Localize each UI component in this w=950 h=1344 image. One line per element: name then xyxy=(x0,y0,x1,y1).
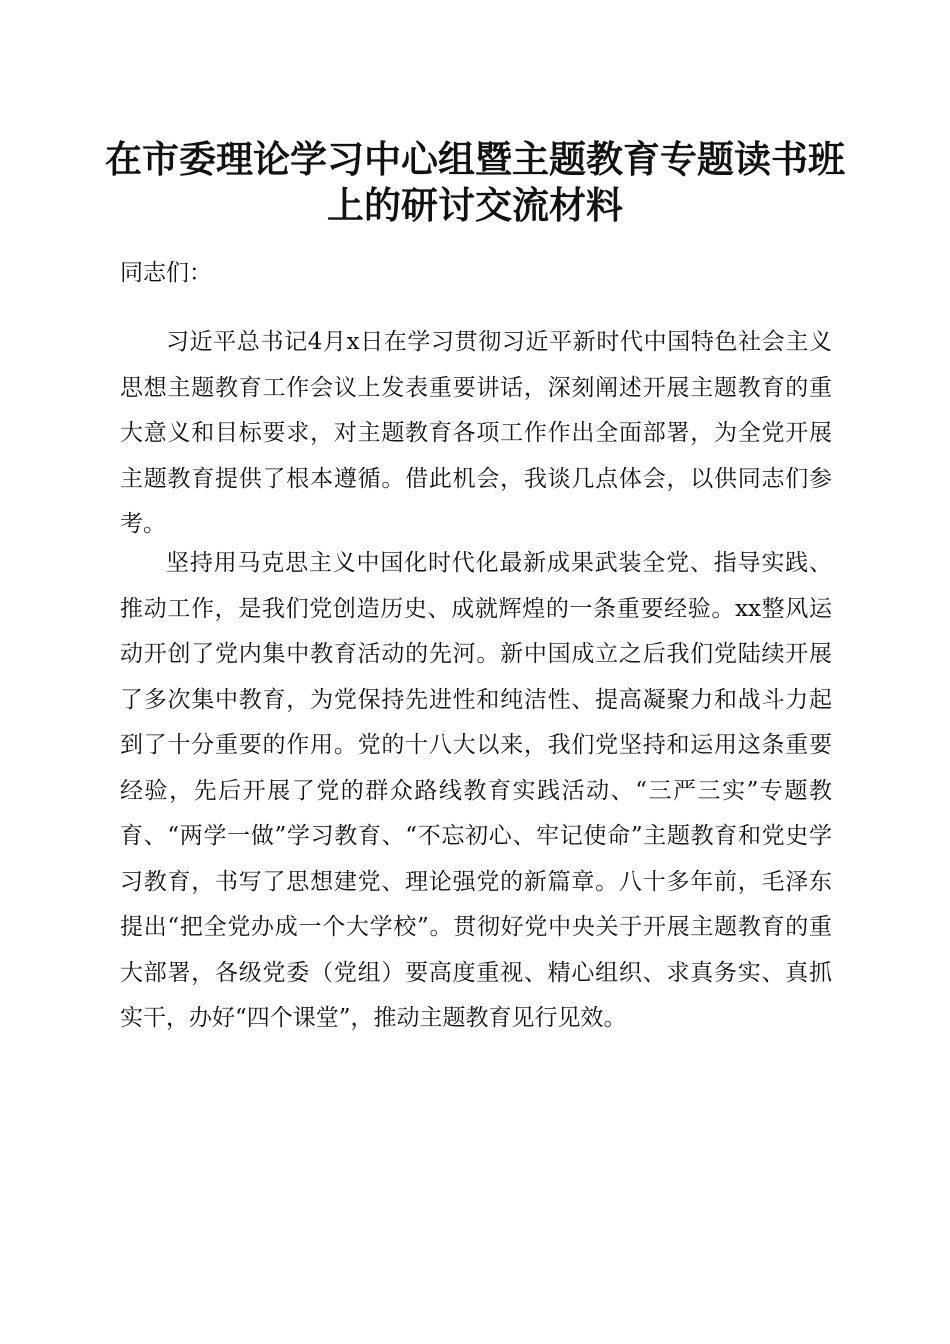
document-title-line-2: 上的研讨交流材料 xyxy=(327,183,623,227)
paragraph-2: 坚持用马克思主义中国化时代化最新成果武装全党、指导实践、推动工作，是我们党创造历史、成就辉煌的一条重要经验。xx整风运动开创了党内集中教育活动的先河。新中国成立之后我们党陆续开展了多次集中教育，为党保持先进性和纯洁性、提高凝聚力和战斗力起到了十分重要的作用。党的十八大以来，我们党坚持和运用这条重要经验，先后开展了党的群众路线教育实践活动、“三严三实”专题教育、“两学一做”学习教育、“不忘初心、牢记使命”主题教育和党史学习教育，书写了思想建党、理论强党的新篇章。八十多年前，毛泽东提出“把全党办成一个大学校”。贯彻好党中央关于开展主题教育的重大部署，各级党委（党组）要高度重视、精心组织、求真务实、真抓实干，办好“四个课堂”，推动主题教育见行见效。 xyxy=(120,550,832,1031)
document-title-line-1: 在市委理论学习中心组暨主题教育专题读书班 xyxy=(105,137,845,181)
paragraph-1: 习近平总书记4月x日在学习贯彻习近平新时代中国特色社会主义思想主题教育工作会议上发表重要讲话，深刻阐述开展主题教育的重大意义和目标要求，对主题教育各项工作作出全面部署，为全党开展主题教育提供了根本遵循。借此机会，我谈几点体会，以供同志们参考。 xyxy=(120,329,832,537)
salutation: 同志们： xyxy=(120,260,212,286)
